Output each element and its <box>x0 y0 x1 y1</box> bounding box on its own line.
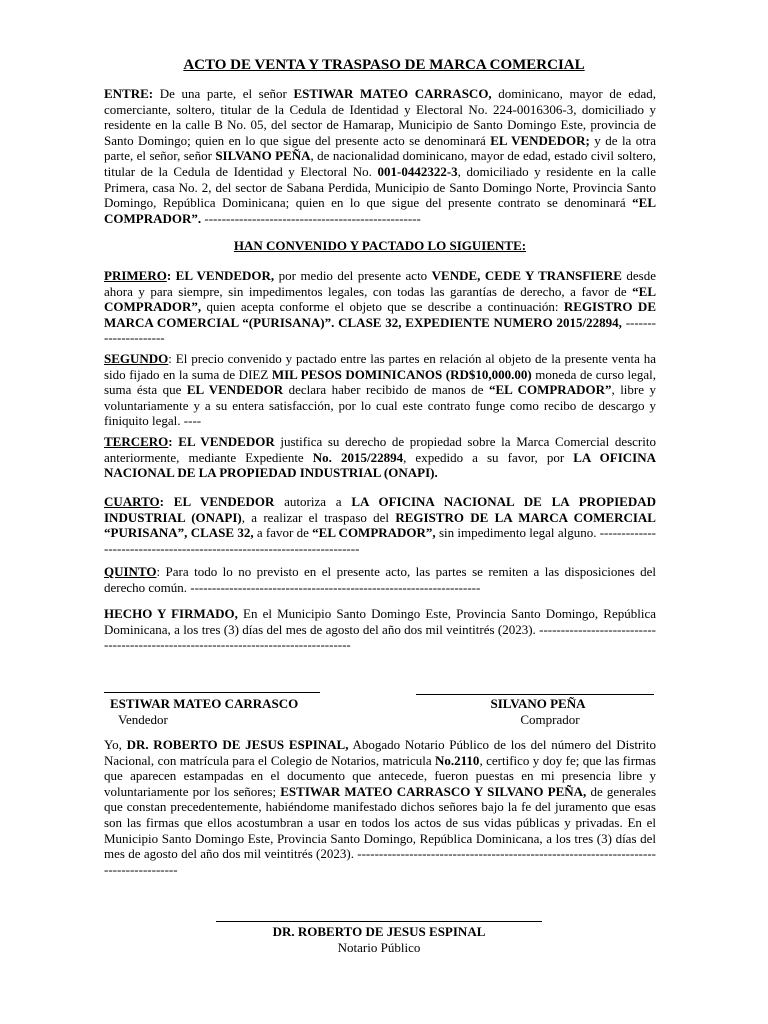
hecho-bold-1: HECHO Y FIRMADO, <box>104 606 238 621</box>
notary-bold-1: DR. ROBERTO DE JESUS ESPINAL, <box>126 737 349 752</box>
buyer-name: SILVANO PEÑA <box>490 696 586 711</box>
tercero-label: TERCERO <box>104 434 169 449</box>
tercero-bold-3: LA OFICINA NACIONAL DE LA PROPIEDAD INDUSTRIAL (ONAPI). <box>104 449 657 481</box>
primero-bold-2: VENDE, CEDE Y TRANSFIERE <box>431 268 622 283</box>
buyer-signature-line <box>416 694 654 695</box>
notary-text-1: Yo, <box>104 737 127 752</box>
tercero-text-1: justifica su derecho de propiedad sobre la Marca Comercial descrito anteriormente, mediante Expediente <box>104 434 656 465</box>
primero-text-4: --------------------- <box>104 314 656 346</box>
document-title: ACTO DE VENTA Y TRASPASO DE MARCA COMERCIAL <box>183 57 585 73</box>
segundo-bold-1: MIL PESOS DOMINICANOS (RD$10,000.00) <box>271 366 532 382</box>
primero-paragraph <box>104 268 656 346</box>
cuarto-text-4: sin impedimento legal alguno. ------------------------------------------------------------------------ <box>104 525 657 556</box>
cuarto-bold-1: EL VENDEDOR <box>173 494 275 509</box>
cuarto-bold-4: “EL COMPRADOR”, <box>312 525 436 541</box>
notary-bold-2: No.2110 <box>435 752 480 768</box>
segundo-text-4: , libre y voluntariamente y a su entera satisfacción, por lo cual este contrato funge como recibo de descargo y finiquito legal. ---- <box>104 382 657 429</box>
entre-text-2: dominicano, mayor de edad, comerciante, soltero, titular de la Cedula de Identidad y Electoral No. 224-0016306-3, domiciliado y residente en la calle B No. 05, del sector de Hamarap, Municipio de Santo Domingo Este, provincia de Santo Domingo; quien en lo que sigue del presente acto se denominará <box>104 86 656 148</box>
notary-bold-3: ESTIWAR MATEO CARRASCO Y SILVANO PEÑA, <box>280 783 587 799</box>
notary-name: DR. ROBERTO DE JESUS ESPINAL <box>272 924 486 939</box>
cuarto-paragraph <box>104 494 656 556</box>
entre-text-3: y de la otra parte, el señor, señor <box>104 132 656 164</box>
segundo-label: SEGUNDO <box>104 351 169 366</box>
segundo-bold-3: “EL COMPRADOR” <box>488 382 612 398</box>
hecho-paragraph <box>104 606 656 653</box>
entre-bold-5: “EL COMPRADOR”. <box>104 195 656 226</box>
tercero-paragraph <box>104 434 656 481</box>
notary-paragraph <box>104 737 656 877</box>
primero-bold-4: REGISTRO DE MARCA COMERCIAL “(PURISANA)”. CLASE 32, EXPEDIENTE NUMERO 2015/22894, <box>104 299 656 330</box>
cuarto-label: CUARTO <box>104 494 160 509</box>
seller-name: ESTIWAR MATEO CARRASCO <box>110 696 299 711</box>
primero-bold-1: EL VENDEDOR, <box>175 268 275 283</box>
tercero-bold-2: No. 2015/22894 <box>312 449 404 465</box>
primero-text-2: desde ahora y para siempre, sin impedimentos legales, con todas las garantías de derecho, a favor de <box>104 268 656 299</box>
cuarto-bold-3: REGISTRO DE LA MARCA COMERCIAL “PURISANA”, CLASE 32, <box>104 509 656 541</box>
entre-bold-1: ESTIWAR MATEO CARRASCO, <box>293 86 492 101</box>
entre-text-4: , de nacionalidad dominicano, mayor de edad, estado civil soltero, titular de la Cedula de Identidad y Electoral No. <box>104 148 656 179</box>
primero-label: PRIMERO <box>104 268 167 283</box>
entre-bold-3: SILVANO PEÑA <box>215 148 311 164</box>
notary-text-4: de generales que constan precedentemente, habiéndome manifestado dichos señores bajo la fe del juramento que esas son las firmas que ellos acostumbran a usar en todos los actos de sus vidas públicas y privadas. En el Municipio Santo Domingo Este, Provincia Santo Domingo, República Dominicana, a los tres (3) días del mes de agosto del año dos mil veintitrés (2023). -------------------------------------------------------------------------------------- <box>104 783 656 877</box>
cuarto-colon: : <box>159 494 174 509</box>
segundo-text-3: declara haber recibido de manos de <box>283 382 489 398</box>
primero-bold-3: “EL COMPRADOR”, <box>104 283 656 315</box>
primero-text-1: por medio del presente acto <box>274 268 432 283</box>
entre-text-6: -------------------------------------------------- <box>201 210 421 226</box>
notary-role: Notario Público <box>337 940 421 955</box>
notary-text-2: Abogado Notario Público de los del número del Distrito Nacional, con matrícula para el Colegio de Notarios, matricula <box>104 737 656 768</box>
segundo-text-1: : El precio convenido y pactado entre las partes en relación al objeto de la presente venta ha sido fijado en la suma de DIEZ <box>104 351 656 382</box>
notary-signature-line <box>216 921 542 922</box>
primero-colon: : <box>166 268 176 283</box>
entre-paragraph <box>104 86 656 226</box>
entre-label: ENTRE: <box>104 86 154 101</box>
segundo-bold-2: EL VENDEDOR <box>186 382 284 398</box>
tercero-text-2: , expedido a su favor, por <box>403 449 574 465</box>
seller-role: Vendedor <box>118 712 168 727</box>
convenido-heading: HAN CONVENIDO Y PACTADO LO SIGUIENTE: <box>233 238 527 253</box>
quinto-paragraph <box>104 564 656 595</box>
quinto-text-1: : Para todo lo no previsto en el presente acto, las partes se remiten a las disposiciones del derecho común. ------------------------------------------------------------------- <box>104 564 656 595</box>
entre-text-5: , domiciliado y residente en la calle Primera, casa No. 2, del sector de Sabana Perdida, Municipio de Santo Domingo Norte, Provincia Santo Domingo, República Dominicana; quien en lo que sigue del presente contrato se denominará <box>104 163 656 211</box>
tercero-bold-1: EL VENDEDOR <box>178 434 275 449</box>
cuarto-text-2: , a realizar el traspaso del <box>241 509 396 525</box>
hecho-text-1: En el Municipio Santo Domingo Este, Provincia Santo Domingo, República Dominicana, a los tres (3) días del mes de agosto del año dos mil veintitrés (2023). ------------------------------------------------------------------------------------ <box>104 606 656 653</box>
entre-bold-4: 001-0442322-3 <box>377 163 458 179</box>
tercero-colon: : <box>168 434 179 449</box>
seller-signature-line <box>104 692 320 693</box>
cuarto-bold-2: LA OFICINA NACIONAL DE LA PROPIEDAD INDUSTRIAL (ONAPI) <box>104 494 656 525</box>
segundo-paragraph <box>104 351 656 429</box>
quinto-label: QUINTO <box>104 564 157 579</box>
notary-text-3: , certifico y doy fe; que las firmas que aparecen estampadas en el documento que antecede, fueron puestas en mi presencia libre y voluntariamente por los señores; <box>104 752 656 799</box>
segundo-text-2: moneda de curso legal, suma ésta que <box>104 366 657 398</box>
buyer-role: Comprador <box>520 712 580 727</box>
primero-text-3: quien acepta conforme el objeto que se describe a continuación: <box>201 299 564 315</box>
entre-text-1: De una parte, el señor <box>153 86 294 101</box>
cuarto-text-1: autoriza a <box>274 494 352 509</box>
cuarto-text-3: a favor de <box>253 525 313 541</box>
entre-bold-2: EL VENDEDOR; <box>490 132 590 148</box>
